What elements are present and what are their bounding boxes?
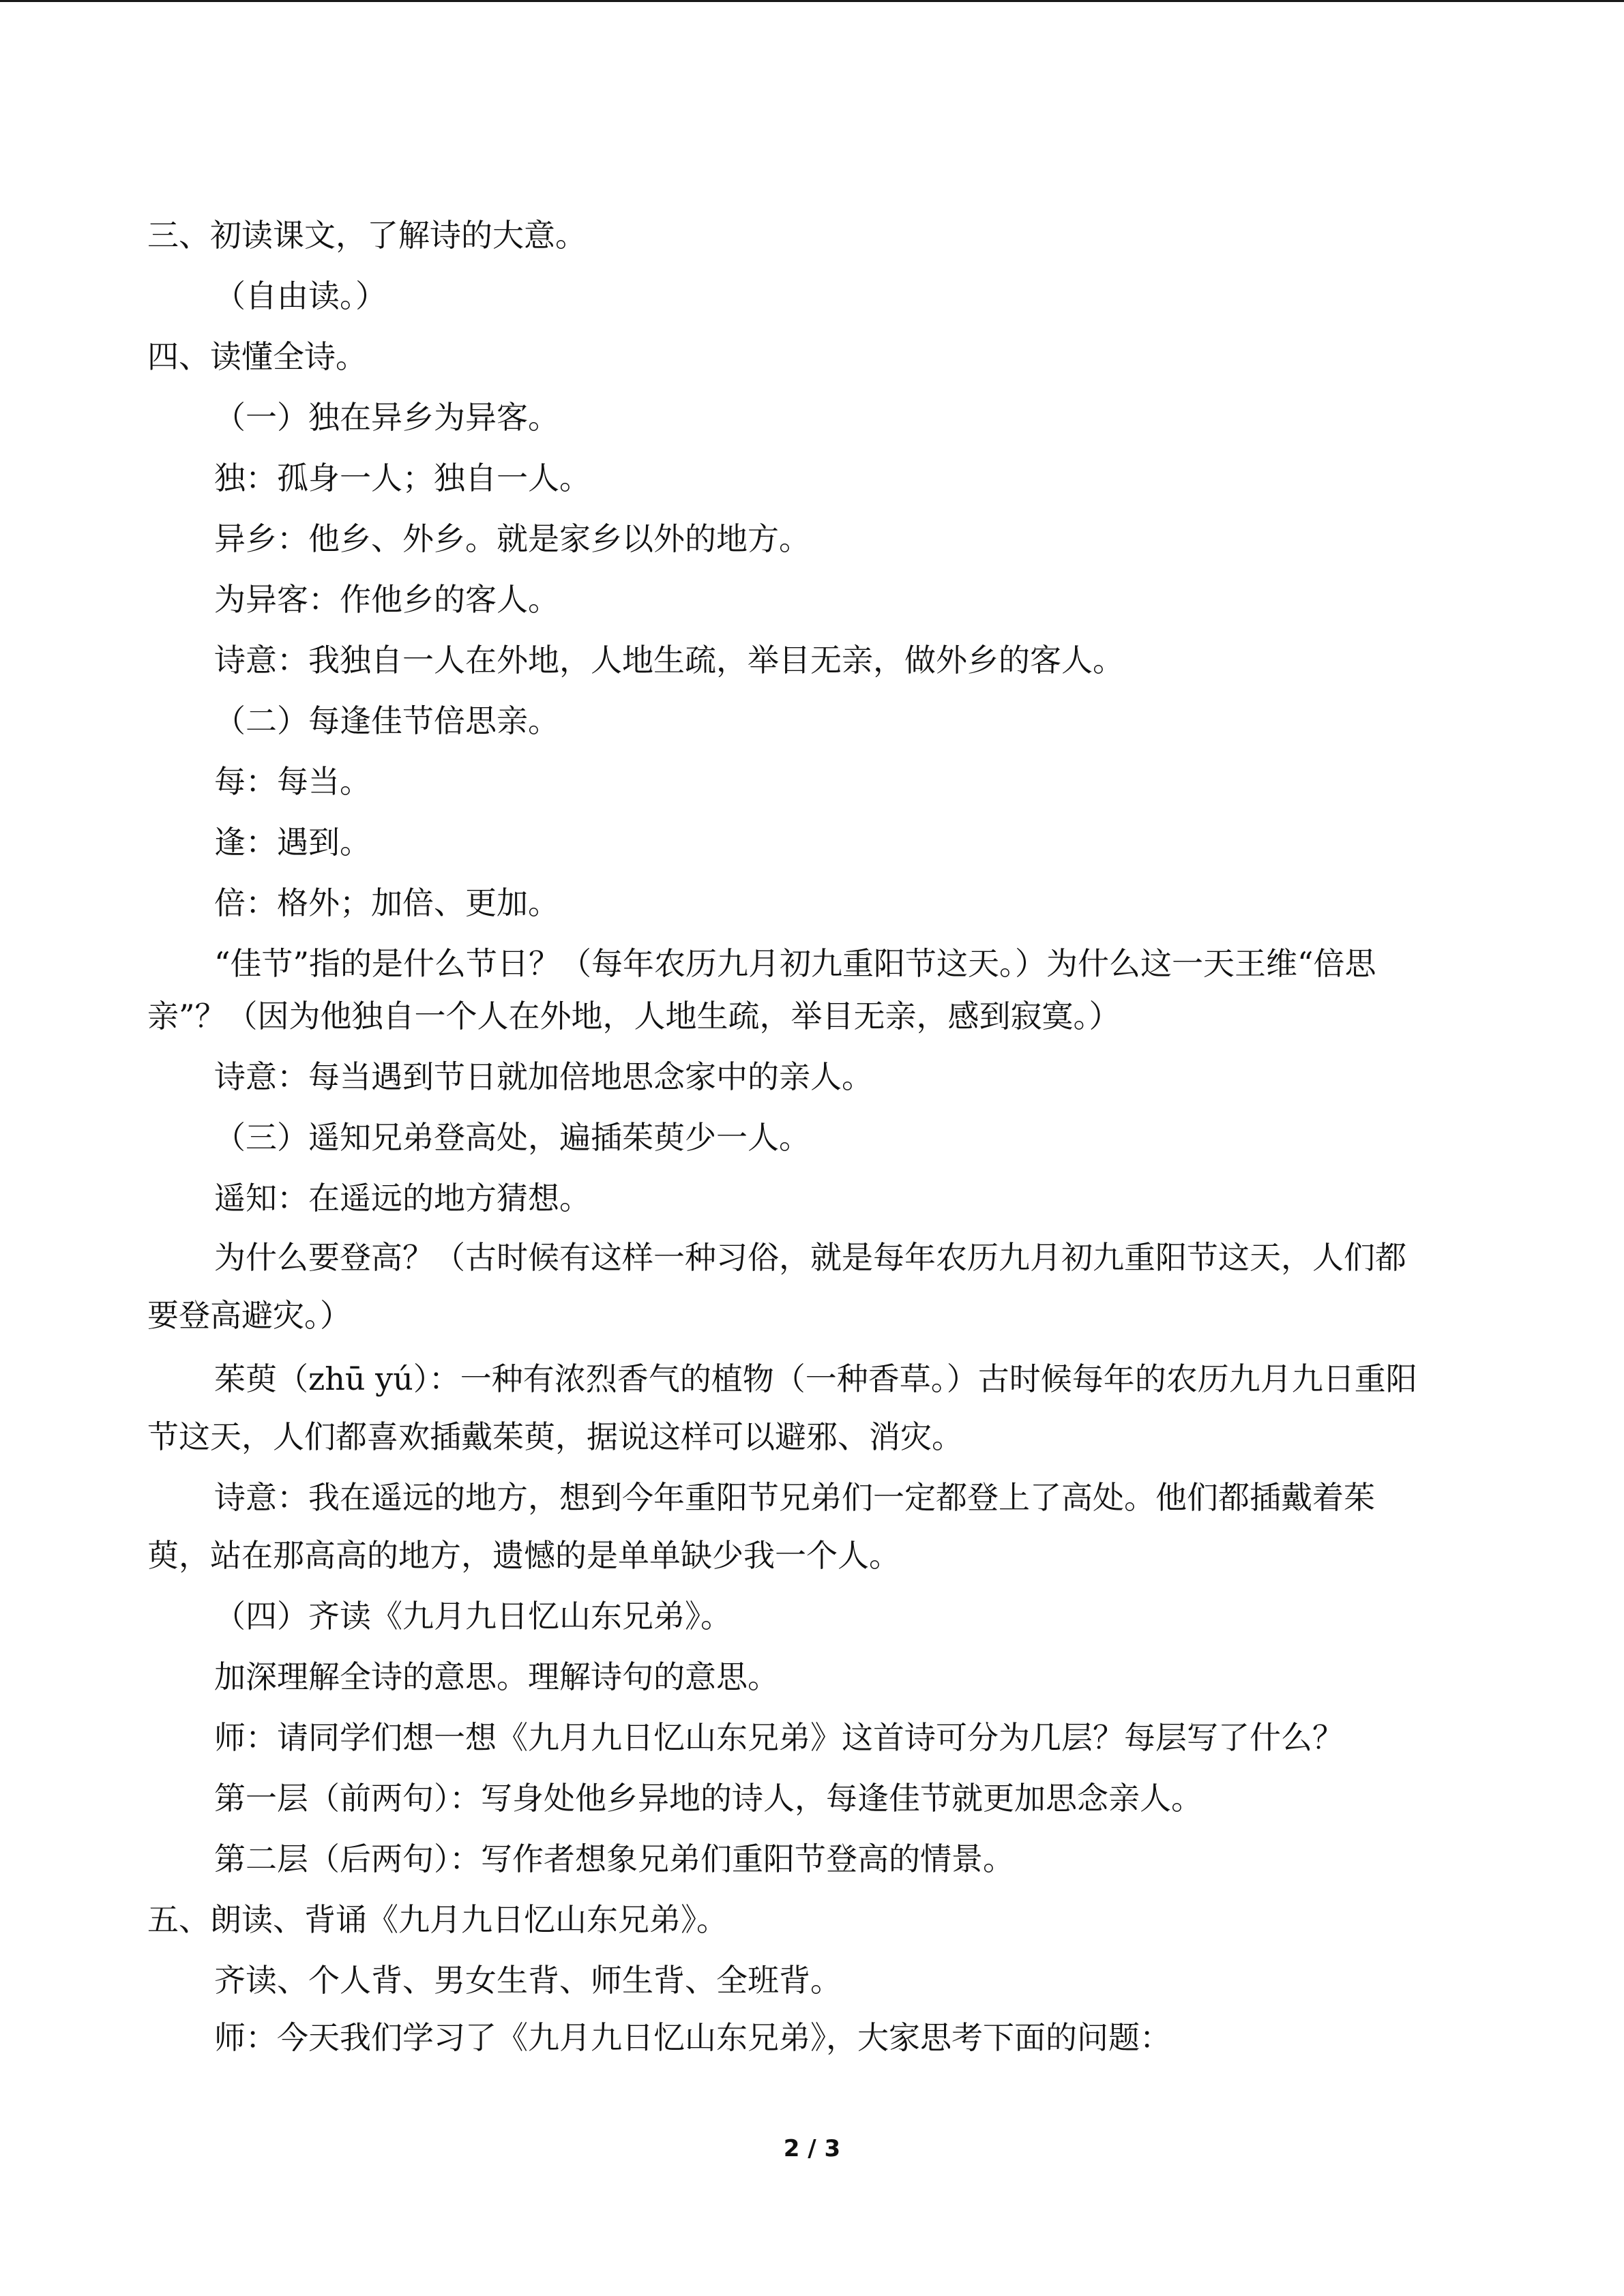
section-heading-3: 三、初读课文，了解诗的大意。 bbox=[147, 217, 587, 254]
section-heading-4: 四、读懂全诗。 bbox=[147, 338, 367, 375]
text-line: 茱萸（zhū yú）：一种有浓烈香气的植物（一种香草。）古时候每年的农历九月九日重阳 bbox=[214, 1360, 1417, 1397]
text-line: 诗意：我在遥远的地方，想到今年重阳节兄弟们一定都登上了高处。他们都插戴着茱 bbox=[214, 1479, 1375, 1516]
text-line-continued: 亲”？（因为他独自一个人在外地，人地生疏，举目无亲，感到寂寞。） bbox=[147, 998, 1121, 1034]
text-line: 独：孤身一人；独自一人。 bbox=[214, 460, 591, 496]
subsection-heading-4: （四）齐读《九月九日忆山东兄弟》。 bbox=[214, 1598, 732, 1635]
text-line: 遥知：在遥远的地方猜想。 bbox=[214, 1180, 591, 1217]
text-line: 逢：遇到。 bbox=[214, 824, 371, 861]
text-line: 每：每当。 bbox=[214, 763, 371, 800]
text-line-continued: 要登高避灾。） bbox=[147, 1297, 351, 1334]
text-line: 异乡：他乡、外乡。就是家乡以外的地方。 bbox=[214, 520, 810, 557]
text-line: 为异客：作他乡的客人。 bbox=[214, 581, 559, 618]
subsection-heading-1: （一）独在异乡为异客。 bbox=[214, 399, 559, 436]
text-line: 第二层（后两句）：写作者想象兄弟们重阳节登高的情景。 bbox=[214, 1840, 1014, 1877]
subsection-heading-3: （三）遥知兄弟登高处，遍插茱萸少一人。 bbox=[214, 1119, 810, 1156]
text-line: 为什么要登高？（古时候有这样一种习俗，就是每年农历九月初九重阳节这天，人们都 bbox=[214, 1239, 1406, 1276]
subsection-heading-2: （二）每逢佳节倍思亲。 bbox=[214, 702, 559, 739]
text-line: 第一层（前两句）：写身处他乡异地的诗人，每逢佳节就更加思念亲人。 bbox=[214, 1780, 1202, 1817]
text-line-continued: 萸，站在那高高的地方，遗憾的是单单缺少我一个人。 bbox=[147, 1537, 900, 1574]
text-line: 齐读、个人背、男女生背、师生背、全班背。 bbox=[214, 1962, 842, 1999]
text-line: “佳节”指的是什么节日？（每年农历九月初九重阳节这天。）为什么这一天王维“倍思 bbox=[214, 945, 1376, 982]
text-line: （自由读。） bbox=[214, 278, 387, 314]
page-number: 2 / 3 bbox=[783, 2135, 841, 2162]
text-line: 师：请同学们想一想《九月九日忆山东兄弟》这首诗可分为几层？每层写了什么？ bbox=[214, 1719, 1344, 1756]
text-line: 诗意：每当遇到节日就加倍地思念家中的亲人。 bbox=[214, 1058, 873, 1095]
text-line-continued: 节这天，人们都喜欢插戴茱萸，据说这样可以避邪、消灾。 bbox=[147, 1418, 963, 1455]
text-line: 加深理解全诗的意思。理解诗句的意思。 bbox=[214, 1658, 779, 1695]
text-line: 倍：格外；加倍、更加。 bbox=[214, 884, 559, 921]
text-line: 诗意：我独自一人在外地，人地生疏，举目无亲，做外乡的客人。 bbox=[214, 642, 1124, 679]
text-line: 师：今天我们学习了《九月九日忆山东兄弟》，大家思考下面的问题： bbox=[214, 2019, 1171, 2056]
section-heading-5: 五、朗读、背诵《九月九日忆山东兄弟》。 bbox=[147, 1901, 728, 1938]
